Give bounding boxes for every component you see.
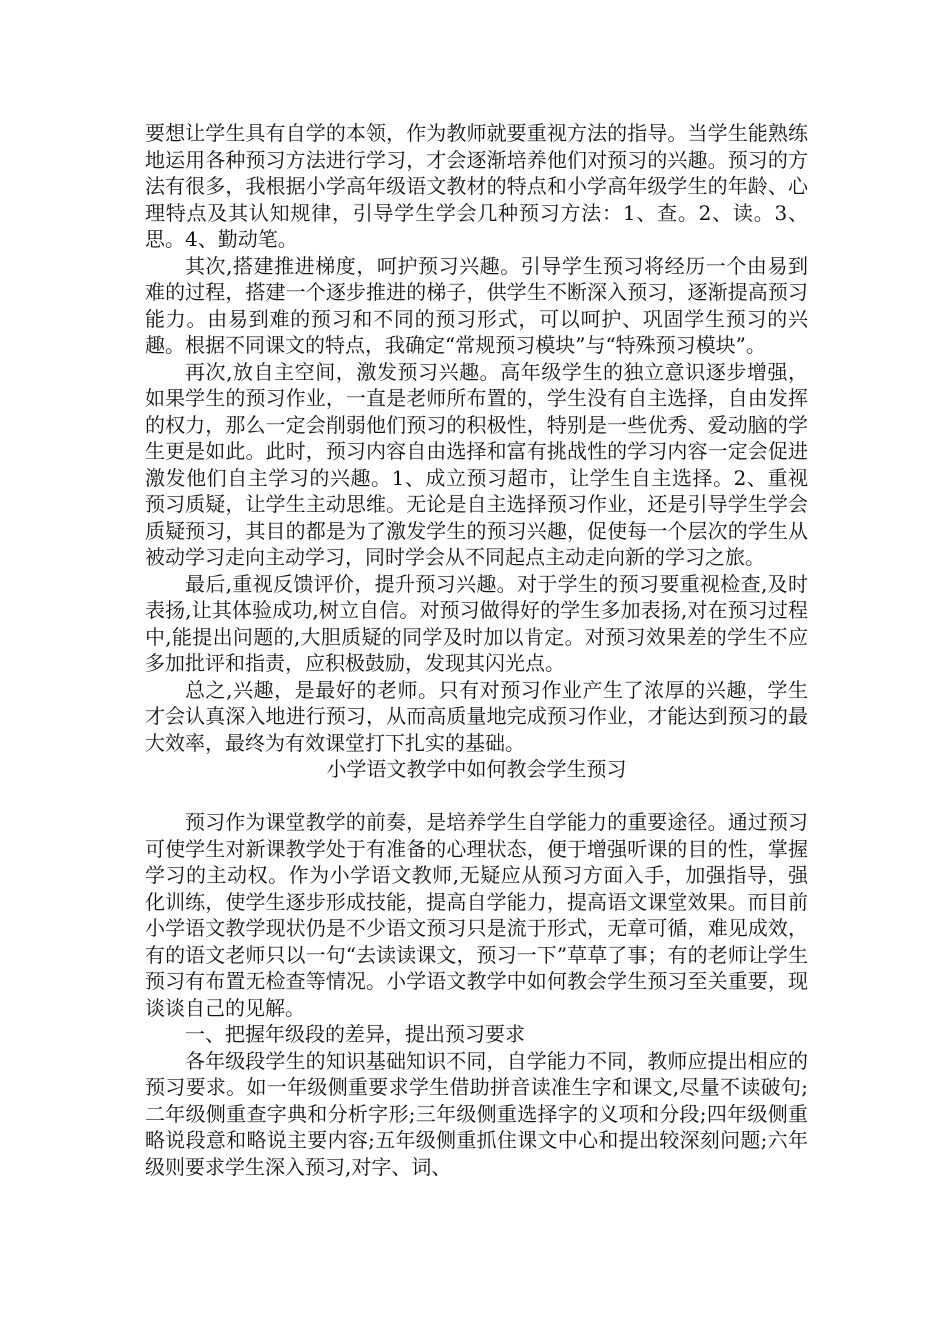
paragraph-preview-methods: 要想让学生具有自学的本领，作为教师就要重视方法的指导。当学生能熟练地运用各种预习方法进行学习，才会逐渐培养他们对预习的兴趣。预习的方法有很多，我根据小学高年级语文教材的特点和小学高年级学生的年龄、心理特点及其认知规律，引导学生学会几种预习方法：1、查。2、读。3、思。4、勤动笔。 bbox=[145, 121, 808, 251]
paragraph-gradient: 其次,搭建推进梯度，呵护预习兴趣。引导学生预习将经历一个由易到难的过程，搭建一个逐步推进的梯子，供学生不断深入预习，逐渐提高预习能力。由易到难的预习和不同的预习形式，可以呵护、巩固学生预习的兴趣。根据不同课文的特点，我确定“常规预习模块”与“特殊预习模块”。 bbox=[145, 253, 808, 357]
paragraph-autonomy: 再次,放自主空间，激发预习兴趣。高年级学生的独立意识逐步增强，如果学生的预习作业，一直是老师所布置的，学生没有自主选择，自由发挥的权力，那么一定会削弱他们预习的积极性，特别是一些优秀、爱动脑的学生更是如此。此时，预习内容自由选择和富有挑战性的学习内容一定会促进激发他们自主学习的兴趣。1、成立预习超市，让学生自主选择。2、重视预习质疑，让学生主动思维。无论是自主选择预习作业，还是引导学生学会质疑预习，其目的都是为了激发学生的预习兴趣，促使每一个层次的学生从被动学习走向主动学习，同时学会从不同起点主动走向新的学习之旅。 bbox=[145, 359, 808, 569]
subheading-grade-differences: 一、把握年级段的差异，提出预习要求 bbox=[185, 1022, 525, 1046]
paragraph-conclusion: 总之,兴趣，是最好的老师。只有对预习作业产生了浓厚的兴趣，学生才会认真深入地进行预习，从而高质量地完成预习作业，才能达到预习的最大效率，最终为有效课堂打下扎实的基础。 bbox=[145, 677, 808, 755]
paragraph-feedback: 最后,重视反馈评价，提升预习兴趣。对于学生的预习要重视检查,及时表扬,让其体验成功,树立自信。对预习做得好的学生多加表扬,对在预习过程中,能提出问题的,大胆质疑的同学及时加以肯定。对预习效果差的学生不应多加批评和指责，应积极鼓励，发现其闪光点。 bbox=[145, 571, 808, 675]
blank-line bbox=[145, 783, 808, 810]
section-title: 小学语文教学中如何教会学生预习 bbox=[326, 757, 627, 781]
paragraph-grade-requirements: 各年级段学生的知识基础知识不同，自学能力不同，教师应提出相应的预习要求。如一年级侧重要求学生借助拼音读准生字和课文,尽量不读破句;二年级侧重查字典和分析字形;三年级侧重选择字的义项和分段;四年级侧重略说段意和略说主要内容;五年级侧重抓住课文中心和提出较深刻问题;六年级则要求学生深入预习,对字、词、 bbox=[145, 1048, 808, 1179]
document-page bbox=[145, 120, 808, 1180]
paragraph-intro: 预习作为课堂教学的前奏，是培养学生自学能力的重要途径。通过预习可使学生对新课教学处于有准备的心理状态，便于增强听课的目的性，掌握学习的主动权。作为小学语文教师,无疑应从预习方面入手，加强指导，强化训练，使学生逐步形成技能，提高自学能力，提高语文课堂效果。而目前小学语文教学现状仍是不少语文预习只是流于形式，无章可循，难见成效，有的语文老师只以一句“去读读课文，预习一下”草草了事；有的老师让学生预习有布置无检查等情况。小学语文教学中如何教会学生预习至关重要，现谈谈自己的见解。 bbox=[145, 810, 808, 1020]
